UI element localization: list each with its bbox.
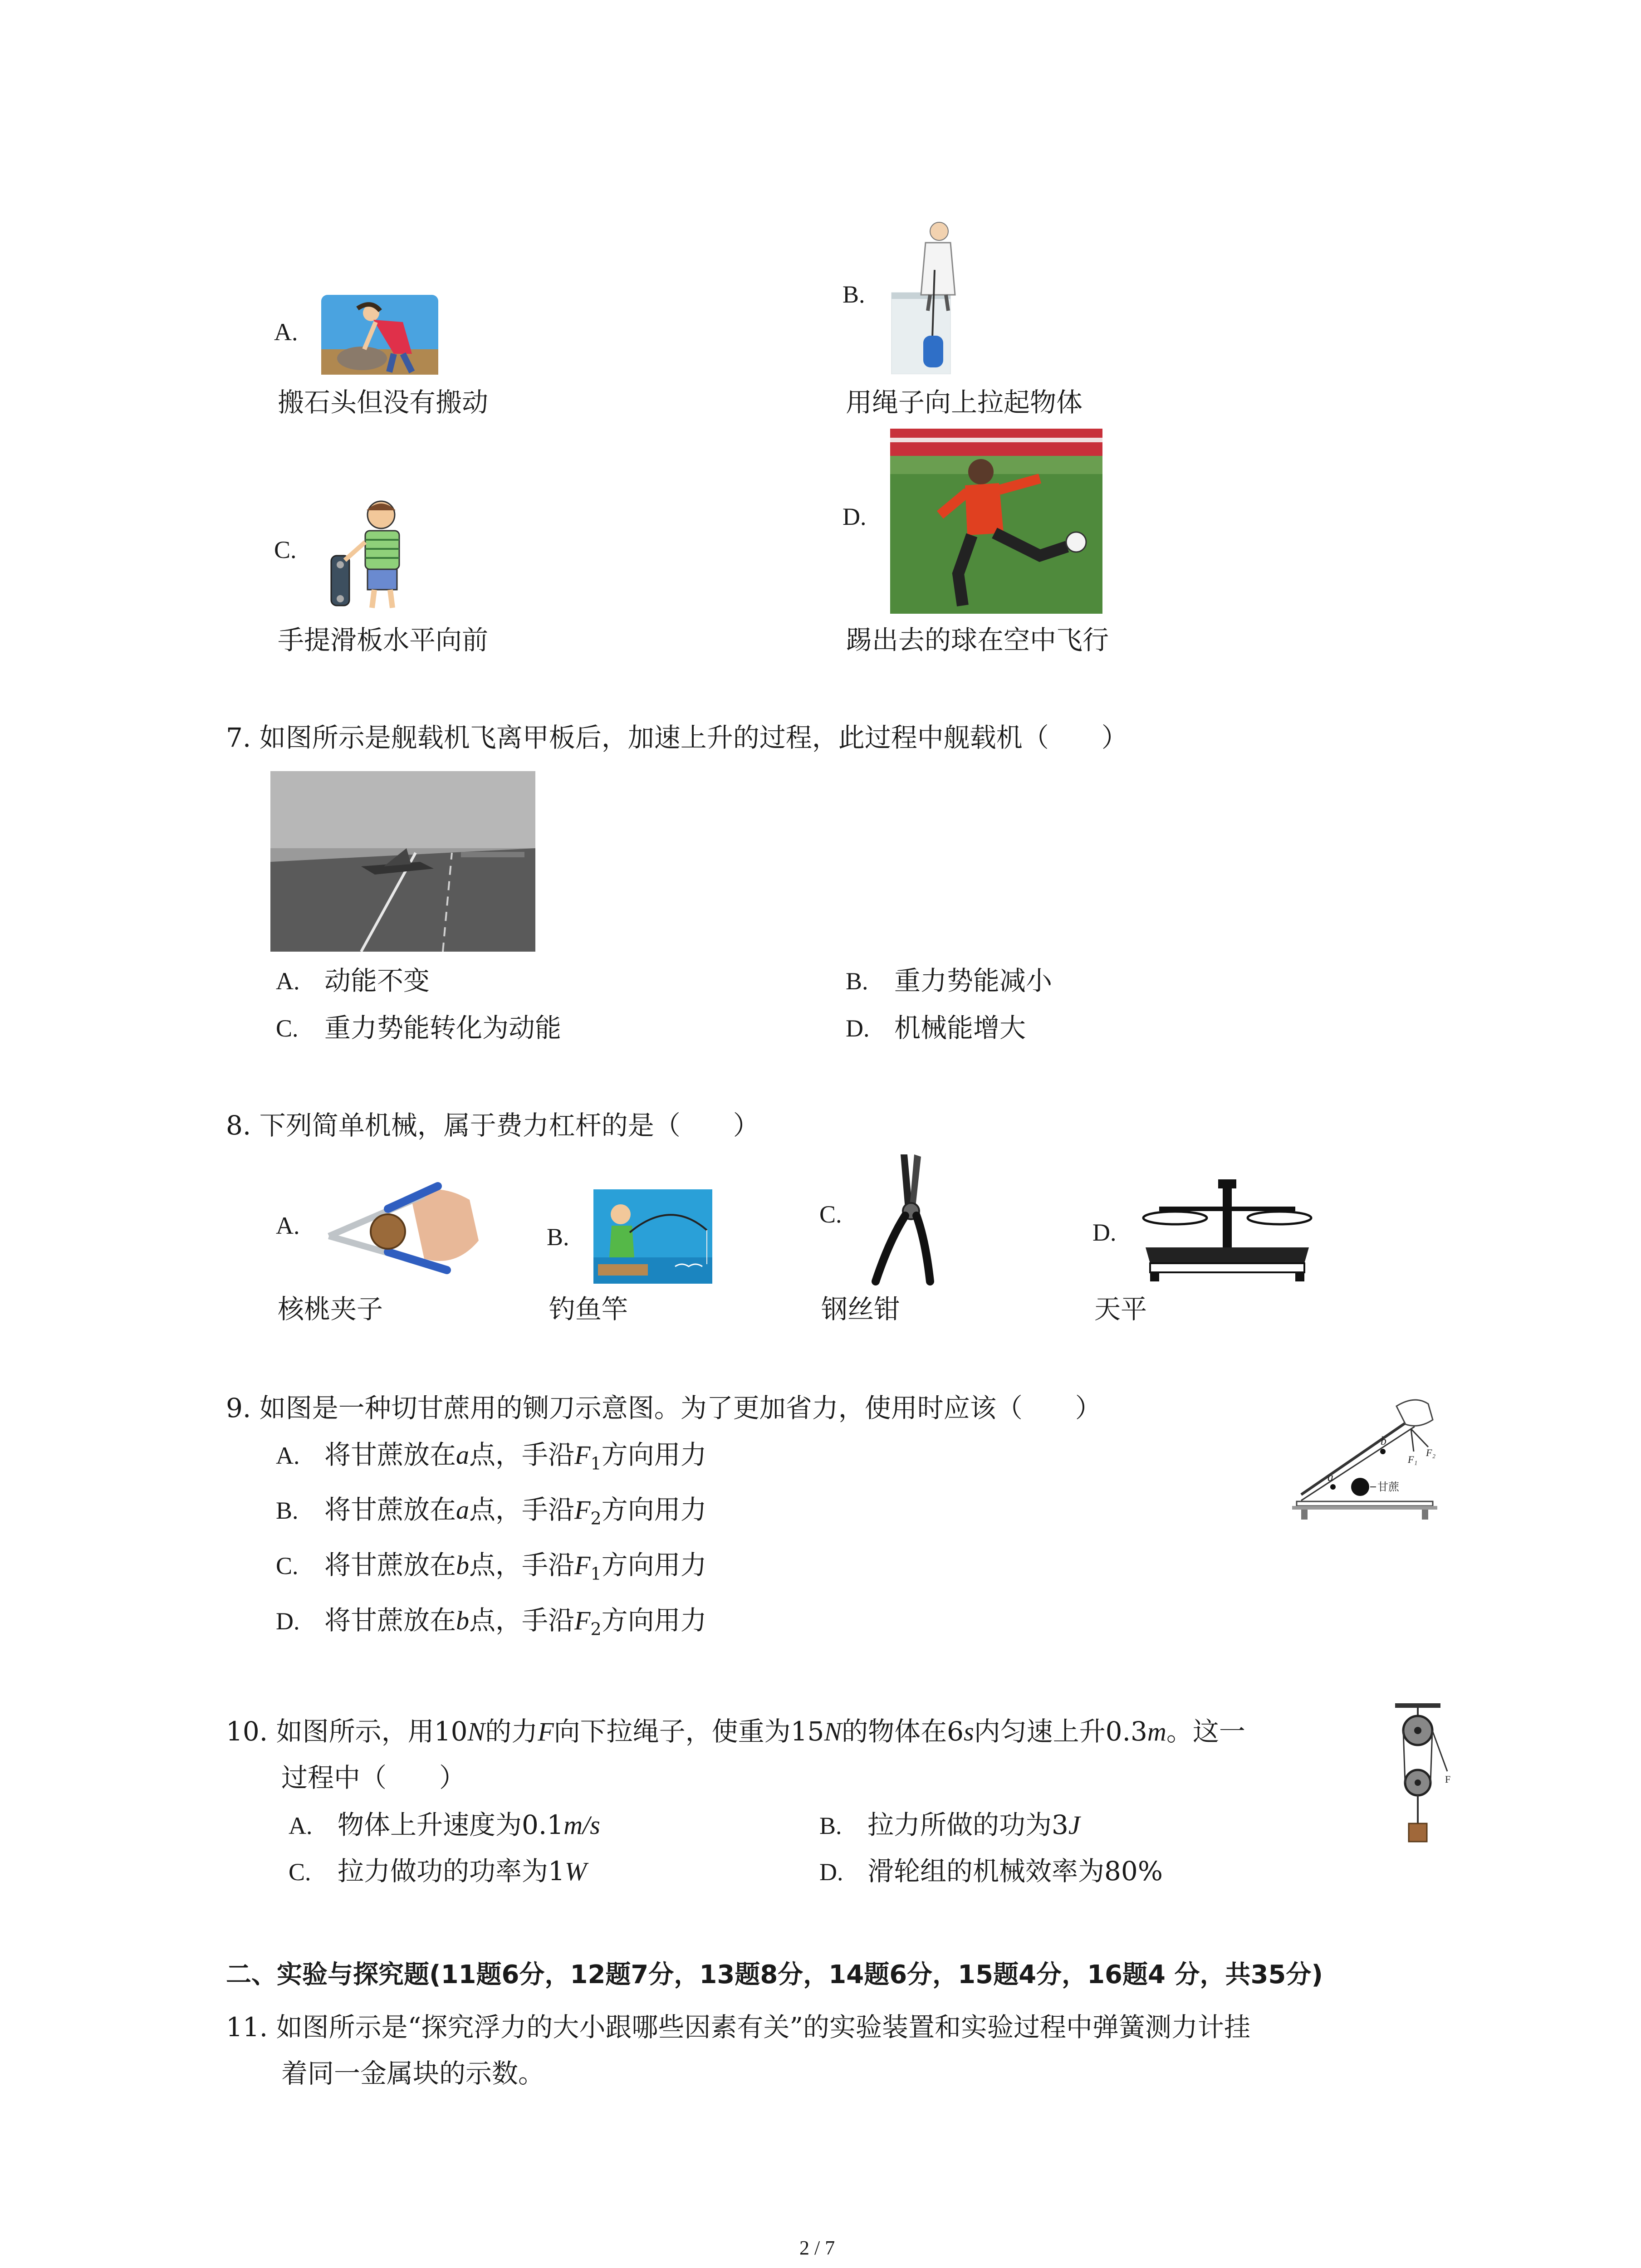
person-lifting-stone-picture <box>321 295 438 375</box>
q11-line2: 着同一金属块的示数。 <box>281 2058 545 2089</box>
q6-option-c-letter: C. <box>274 536 297 563</box>
q9-option-a-text: 将甘蔗放在a点，手沿$F_1$方向用力 <box>324 1439 707 1474</box>
q8-stem: 8. 下列简单机械，属于费力杠杆的是（ ） <box>226 1110 759 1141</box>
q10-option-b-letter: B. <box>819 1812 842 1839</box>
q8-option-b-letter: B. <box>547 1223 569 1251</box>
q7-option-a-text: 动能不变 <box>324 965 430 996</box>
q10-stem-line2: 过程中（ ） <box>281 1762 466 1793</box>
q10-option-d-text: 滑轮组的机械效率为80% <box>867 1856 1163 1887</box>
q6-option-a-letter: A. <box>274 318 298 346</box>
q10-option-b-text: 拉力所做的功为3J <box>867 1809 1080 1840</box>
sugarcane-cutter-diagram <box>1292 1393 1437 1524</box>
q9-option-d-text: 将甘蔗放在b点，手沿$F_2$方向用力 <box>324 1605 707 1639</box>
q8-option-c-caption: 钢丝钳 <box>821 1294 901 1325</box>
person-pulling-rope-picture <box>887 220 978 374</box>
page-number: 2 / 7 <box>799 2237 835 2259</box>
q9-option-d-letter: D. <box>276 1608 300 1635</box>
q10-option-c-letter: C. <box>289 1858 311 1886</box>
q10-option-d-letter: D. <box>819 1858 843 1886</box>
q7-option-c-text: 重力势能转化为动能 <box>324 1012 562 1043</box>
q7-option-a-letter: A. <box>276 968 300 995</box>
q11-line1: 11. 如图所示是“探究浮力的大小跟哪些因素有关”的实验装置和实验过程中弹簧测力计挂 <box>226 2012 1250 2043</box>
q9-fig-label-f1: F₁ <box>1408 1454 1418 1465</box>
q10-stem-line1: 10. 如图所示，用10N的力F向下拉绳子，使重为15N的物体在6s内匀速上升0.3m。这一 <box>226 1716 1245 1747</box>
q9-option-c-text: 将甘蔗放在b点，手沿$F_1$方向用力 <box>324 1549 707 1584</box>
q9-option-b-letter: B. <box>276 1497 299 1524</box>
q8-option-a-letter: A. <box>276 1212 300 1239</box>
q7-stem: 7. 如图所示是舰载机飞离甲板后，加速上升的过程，此过程中舰载机（ ） <box>226 722 1128 753</box>
q9-option-c-letter: C. <box>276 1552 299 1579</box>
q7-option-c-letter: C. <box>276 1015 299 1042</box>
q8-option-a-caption: 核桃夹子 <box>278 1294 383 1325</box>
q6-option-a-caption: 搬石头但没有搬动 <box>278 387 489 418</box>
q10-fig-label-f: F <box>1445 1774 1451 1785</box>
q9-option-b-text: 将甘蔗放在a点，手沿$F_2$方向用力 <box>324 1494 707 1529</box>
pliers-picture <box>862 1150 953 1286</box>
q9-fig-label-b: b <box>1381 1434 1386 1447</box>
q9-fig-label-f2: F₂ <box>1426 1447 1436 1458</box>
q8-option-d-caption: 天平 <box>1094 1294 1147 1325</box>
q10-option-c-text: 拉力做功的功率为1W <box>338 1856 587 1887</box>
q9-fig-label-a: a <box>1327 1471 1333 1484</box>
q7-option-b-letter: B. <box>846 968 868 995</box>
balance-scale-picture <box>1141 1175 1313 1284</box>
q9-option-a-letter: A. <box>276 1442 300 1469</box>
walnut-cracker-picture <box>320 1168 488 1286</box>
q6-option-b-caption: 用绳子向上拉起物体 <box>846 387 1083 418</box>
section-2-heading: 二、实验与探究题(11题6分，12题7分，13题8分，14题6分，15题4分，16题4 分，共35分) <box>226 1960 1323 1989</box>
q7-option-b-text: 重力势能减小 <box>894 965 1053 996</box>
q8-option-d-letter: D. <box>1092 1219 1117 1246</box>
q7-option-d-letter: D. <box>846 1015 870 1042</box>
q6-option-c-caption: 手提滑板水平向前 <box>278 625 489 655</box>
q8-option-c-letter: C. <box>819 1201 842 1228</box>
q10-option-a-letter: A. <box>289 1812 313 1839</box>
q6-option-d-letter: D. <box>843 503 867 530</box>
carrier-jet-picture <box>270 771 535 952</box>
pulley-system-diagram <box>1388 1703 1456 1848</box>
q9-fig-label-sugarcane: 甘蔗 <box>1377 1481 1399 1493</box>
fishing-rod-picture <box>593 1189 712 1284</box>
q10-option-a-text: 物体上升速度为0.1m/s <box>338 1809 600 1840</box>
boy-carrying-skateboard-picture <box>327 497 431 615</box>
q8-option-b-caption: 钓鱼竿 <box>549 1294 628 1325</box>
q6-option-b-letter: B. <box>843 281 865 308</box>
q7-option-d-text: 机械能增大 <box>894 1012 1026 1043</box>
q6-option-d-caption: 踢出去的球在空中飞行 <box>846 625 1109 655</box>
football-player-kicking-picture <box>890 429 1102 614</box>
q9-stem: 9. 如图是一种切甘蔗用的铡刀示意图。为了更加省力，使用时应该（ ） <box>226 1393 1102 1423</box>
